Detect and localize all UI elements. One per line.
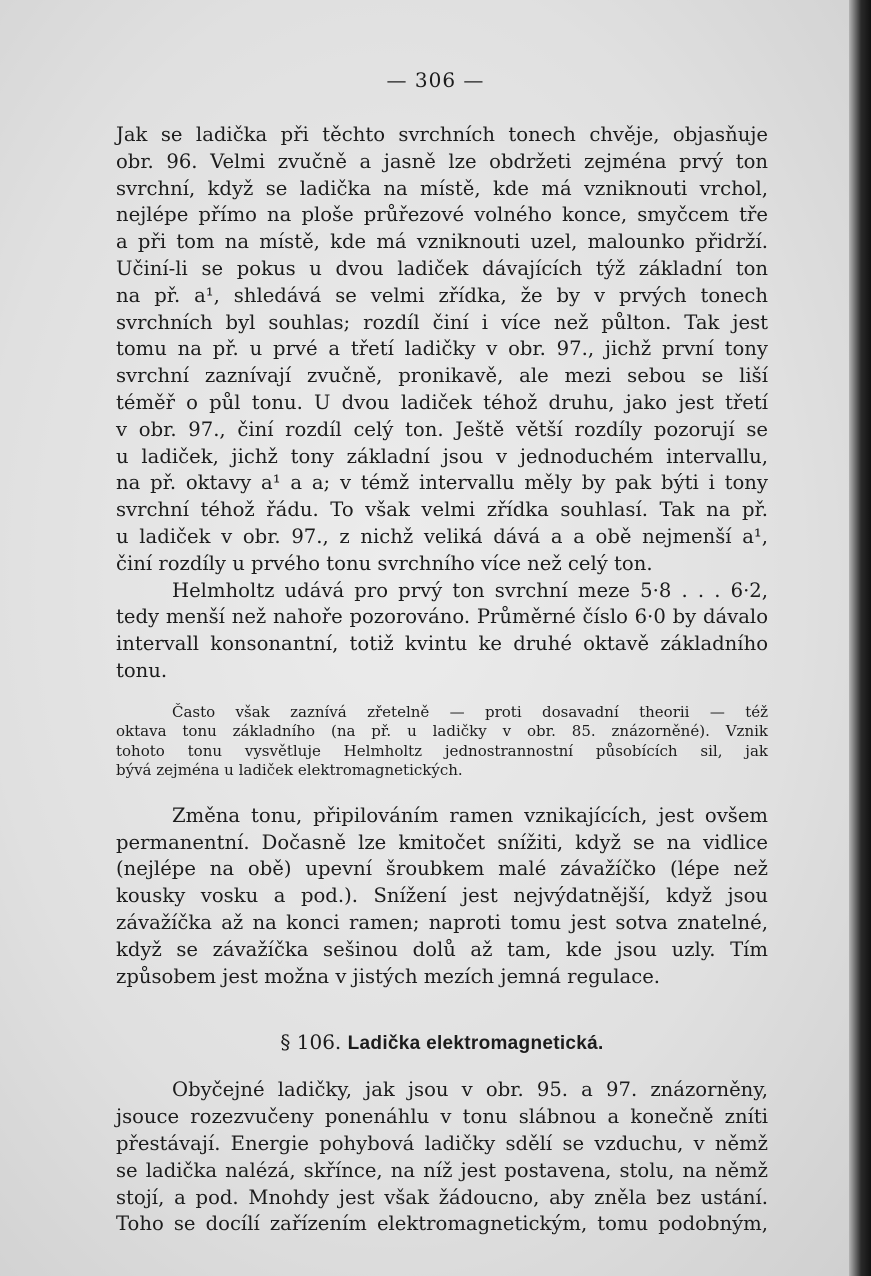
footnote-octave bbox=[116, 703, 768, 781]
paragraph-ordinary-forks bbox=[116, 1077, 768, 1238]
section-heading bbox=[116, 1030, 768, 1055]
note-line: oktava tonu základního (na př. u ladičky v obr. 85. znázorněné). Vznik bbox=[116, 722, 768, 741]
text-line: obr. 96. Velmi zvučně a jasně lze obdržeti zejména prvý ton bbox=[116, 149, 768, 173]
text-line: stojí, a pod. Mnohdy jest však žádoucno, aby zněla bez ustání. bbox=[116, 1185, 768, 1209]
page-body bbox=[116, 122, 768, 1238]
text-line: jsouce rozezvučeny ponenáhlu v tonu slábnou a konečně zníti bbox=[116, 1105, 768, 1129]
book-spine-shadow bbox=[849, 0, 871, 1276]
text-line: přestávají. Energie pohybová ladičky sdělí se vzduchu, v němž bbox=[116, 1131, 768, 1155]
text-line: se ladička nalézá, skřínce, na níž jest postavena, stolu, na němž bbox=[116, 1158, 768, 1182]
text-line: Obyčejné ladičky, jak jsou v obr. 95. a 97. znázorněny, bbox=[172, 1078, 768, 1102]
text-line: intervall konsonantní, totiž kvintu ke druhé oktavě základního bbox=[116, 632, 768, 656]
text-line: Učiní-li se pokus u dvou ladiček dávajících týž základní ton bbox=[116, 256, 768, 280]
text-line: permanentní. Dočasně lze kmitočet snížiti, když se na vidlice bbox=[116, 830, 768, 854]
note-line: bývá zejména u ladiček elektromagnetických. bbox=[116, 761, 463, 780]
text-line: téměř o půl tonu. U dvou ladiček téhož druhu, jako jest třetí bbox=[116, 390, 768, 414]
text-line: svrchních byl souhlas; rozdíl činí i více než půlton. Tak jest bbox=[116, 310, 768, 334]
paragraph-tuning-fork-overtones bbox=[116, 122, 768, 578]
text-line: u ladiček, jichž tony základní jsou v jednoduchém intervallu, bbox=[116, 444, 768, 468]
text-line: tedy menší než nahoře pozorováno. Průměrné číslo 6·0 by dávalo bbox=[116, 605, 768, 629]
section-number: § 106. bbox=[280, 1030, 342, 1055]
paragraph-tone-change bbox=[116, 803, 768, 991]
text-line: tonu. bbox=[116, 658, 168, 682]
note-line: Často však zaznívá zřetelně — proti dosavadní theorii — též bbox=[172, 702, 768, 721]
page-number: — 306 — bbox=[386, 68, 485, 92]
text-line: Jak se ladička při těchto svrchních tonech chvěje, objasňuje bbox=[116, 123, 768, 146]
text-line: na př. a¹, shledává se velmi zřídka, že by v prvých tonech bbox=[116, 283, 768, 307]
text-line: svrchní téhož řádu. To však velmi zřídka souhlasí. Tak na př. bbox=[116, 498, 768, 522]
text-line: svrchní zaznívají zvučně, pronikavě, ale mezi sebou se liší bbox=[116, 364, 768, 388]
text-line: když se závažíčka sešinou dolů až tam, kde jsou uzly. Tím bbox=[116, 937, 768, 961]
note-line: tohoto tonu vysvětluje Helmholtz jednostrannostní působících sil, jak bbox=[116, 741, 768, 760]
text-line: činí rozdíly u prvého tonu svrchního více než celý ton. bbox=[116, 551, 653, 575]
text-line: kousky vosku a pod.). Snížení jest nejvýdatnější, když jsou bbox=[116, 884, 768, 908]
text-line: v obr. 97., činí rozdíl celý ton. Ještě větší rozdíly pozorují se bbox=[116, 417, 768, 441]
text-line: nejlépe přímo na ploše průřezové volného konce, smyčcem tře bbox=[116, 203, 768, 227]
text-line: závažíčka až na konci ramen; naproti tomu jest sotva znatelné, bbox=[116, 910, 768, 934]
text-line: Změna tonu, připilováním ramen vznikajících, jest ovšem bbox=[172, 803, 768, 827]
text-line: Helmholtz udává pro prvý ton svrchní meze 5·8 . . . 6·2, bbox=[172, 578, 768, 602]
text-line: způsobem jest možna v jistých mezích jemná regulace. bbox=[116, 964, 661, 988]
text-line: Toho se docílí zařízením elektromagnetickým, tomu podobným, bbox=[116, 1212, 768, 1236]
text-line: svrchní, když se ladička na místě, kde má vzniknouti vrchol, bbox=[116, 176, 768, 200]
text-line: tomu na př. u prvé a třetí ladičky v obr. 97., jichž první tony bbox=[116, 337, 768, 361]
text-line: na př. oktavy a¹ a a; v témž intervallu měly by pak býti i tony bbox=[116, 471, 768, 495]
paragraph-helmholtz bbox=[116, 578, 768, 685]
text-line: (nejlépe na obě) upevní šroubkem malé závažíčko (lépe než bbox=[116, 857, 768, 881]
text-line: u ladiček v obr. 97., z nichž veliká dává a a obě nejmenší a¹, bbox=[116, 524, 768, 548]
text-line: a při tom na místě, kde má vzniknouti uzel, malounko přidrží. bbox=[116, 230, 768, 254]
section-title: Ladička elektromagnetická. bbox=[347, 1033, 604, 1055]
